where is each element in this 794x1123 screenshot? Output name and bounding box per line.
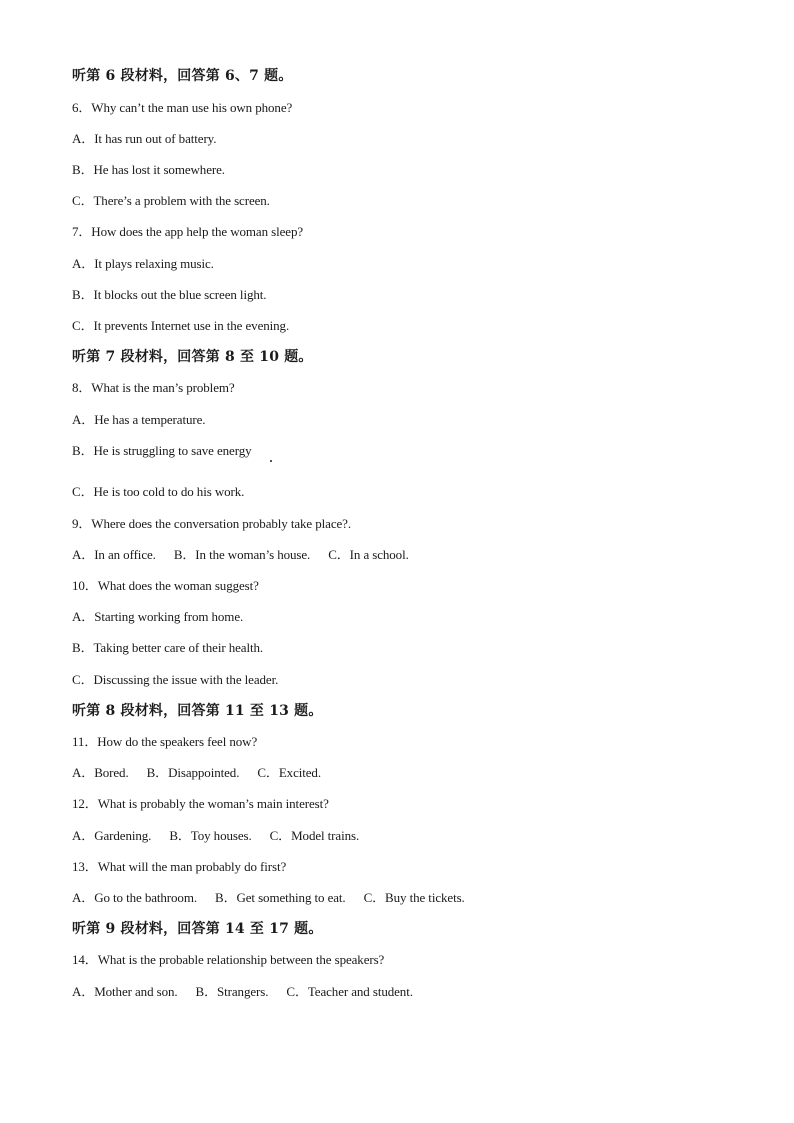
section-header: 听第 7 段材料，回答第 8 至 10 题。 xyxy=(72,349,313,365)
question-9: 9．Where does the conversation probably take place?. xyxy=(72,516,351,531)
option-11b: B．Disappointed. xyxy=(146,765,240,780)
option-8b: B．He is struggling to save energy xyxy=(72,443,252,458)
option-12a: A．Gardening. xyxy=(72,828,152,843)
option-14b: B．Strangers. xyxy=(195,984,269,999)
option-11a: A．Bored. xyxy=(72,765,129,780)
option-11c: C．Excited. xyxy=(257,765,321,780)
option-9b: B．In the woman’s house. xyxy=(173,547,311,562)
question-12: 12．What is probably the woman’s main interest? xyxy=(72,796,329,811)
option-13c: C．Buy the tickets. xyxy=(363,890,465,905)
option-7b: B．It blocks out the blue screen light. xyxy=(72,287,267,302)
question-14: 14．What is the probable relationship between the speakers? xyxy=(72,952,385,967)
section-header: 听第 6 段材料，回答第 6、7 题。 xyxy=(72,68,293,84)
option-14c: C．Teacher and student. xyxy=(286,984,413,999)
question-13: 13．What will the man probably do first? xyxy=(72,859,287,874)
option-13b: B．Get something to eat. xyxy=(215,890,346,905)
option-7a: A．It plays relaxing music. xyxy=(72,256,214,271)
question-6: 6．Why can’t the man use his own phone? xyxy=(72,100,293,115)
option-14a: A．Mother and son. xyxy=(72,984,178,999)
question-8: 8．What is the man’s problem? xyxy=(72,380,235,395)
section-header: 听第 8 段材料，回答第 11 至 13 题。 xyxy=(72,703,323,719)
option-8c: C．He is too cold to do his work. xyxy=(72,484,245,499)
options-row-11 xyxy=(72,765,321,781)
option-10b: B．Taking better care of their health. xyxy=(72,640,264,655)
question-10: 10．What does the woman suggest? xyxy=(72,578,259,593)
option-12c: C．Model trains. xyxy=(269,828,360,843)
option-10a: A．Starting working from home. xyxy=(72,609,244,624)
options-row-13 xyxy=(72,890,465,906)
question-7: 7．How does the app help the woman sleep? xyxy=(72,224,304,239)
option-6a: A．It has run out of battery. xyxy=(72,131,217,146)
option-9c: C．In a school. xyxy=(328,547,409,562)
option-6b: B．He has lost it somewhere. xyxy=(72,162,225,177)
options-row-14 xyxy=(72,984,413,1000)
option-10c: C．Discussing the issue with the leader. xyxy=(72,672,279,687)
option-9a: A．In an office. xyxy=(72,547,156,562)
option-12b: B．Toy houses. xyxy=(169,828,252,843)
stray-mark xyxy=(270,460,272,462)
options-row-12 xyxy=(72,828,359,844)
option-13a: A．Go to the bathroom. xyxy=(72,890,197,905)
option-7c: C．It prevents Internet use in the evening. xyxy=(72,318,290,333)
option-6c: C．There’s a problem with the screen. xyxy=(72,193,270,208)
question-11: 11．How do the speakers feel now? xyxy=(72,734,258,749)
section-header: 听第 9 段材料，回答第 14 至 17 题。 xyxy=(72,921,323,937)
options-row-9 xyxy=(72,547,409,563)
option-8a: A．He has a temperature. xyxy=(72,412,206,427)
